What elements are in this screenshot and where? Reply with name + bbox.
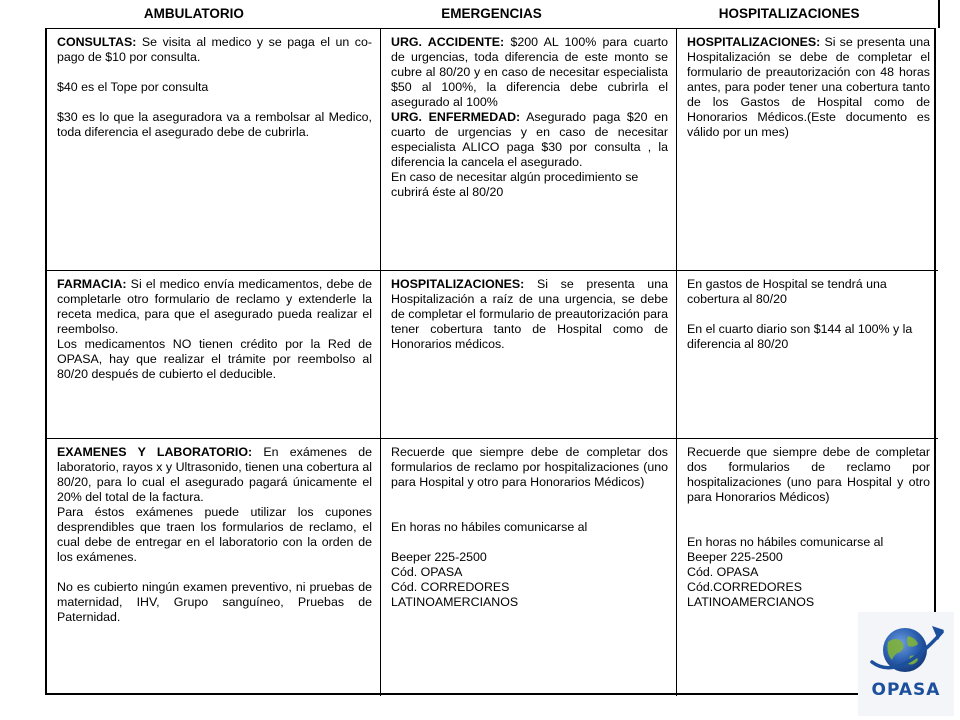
farmacia-label: FARMACIA: xyxy=(57,277,127,291)
farmacia-text: Si el medico envía medicamentos, debe de completarle otro formulario de reclamo y extenderle la receta medica, para que el asegurado pueda realizar el reembolso. xyxy=(57,277,372,336)
examenes-cupones: Para éstos exámenes puede utilizar los cupones desprendibles que traen los formularios de reclamo, el cual debe de entregar en el laboratorio con la orden de los exámenes. xyxy=(57,505,372,564)
examenes-text: En exámenes de laboratorio, rayos x y Ultrasonido, tienen una cobertura al 80/20, para lo cual el asegurado pagará únicamente el 20% del total de la factura. xyxy=(57,445,372,504)
coverage-table xyxy=(45,28,936,695)
cod-opasa-line: Cód. OPASA xyxy=(391,565,463,579)
consultas-reembolso: $30 es lo que la aseguradora va a rembolsar al Medico, toda diferencia el asegurado debe de cubrirla. xyxy=(57,110,372,139)
header-emergencias: EMERGENCIAS xyxy=(441,6,542,21)
globe-swoosh-icon xyxy=(858,612,954,684)
cuarto-diario-text: En el cuarto diario son $144 al 100% y la diferencia al 80/20 xyxy=(687,322,913,351)
latinoamericanos-line: LATINOAMERCIANOS xyxy=(391,595,519,609)
cell-consultas xyxy=(47,29,381,271)
urg-accidente-text: $200 AL 100% para cuarto de urgencias, toda diferencia de este monto se cubre al 80/20 y en caso de necesitar especialista $50 al 100%, la diferencia debe cubrirla el asegurado al 100% xyxy=(391,35,668,109)
horas-no-habiles: En horas no hábiles comunicarse al xyxy=(391,520,588,534)
cod-corredores-line: Cód.CORREDORES xyxy=(687,580,802,594)
recuerde-text: Recuerde que siempre debe de completar dos formularios de reclamo por hospitalizaciones (uno para Hospital y otro para Honorarios Médicos) xyxy=(391,445,668,489)
urg-enfermedad-text: Asegurado paga $20 en cuarto de urgencias y en caso de necesitar especialista ALICO paga $30 por consulta , la diferencia la cancela el asegurado. xyxy=(391,110,668,169)
cell-recuerde-emergencias xyxy=(381,439,677,696)
cell-farmacia xyxy=(47,271,381,439)
consultas-label: CONSULTAS: xyxy=(57,35,137,49)
opasa-logo xyxy=(858,612,954,716)
farmacia-medicamentos: Los medicamentos NO tienen crédito por la Red de OPASA, hay que realizar el trámite por reembolso al 80/20 después de cubierto el deducible. xyxy=(57,337,372,381)
examenes-no-cubierto: No es cubierto ningún examen preventivo, ni pruebas de maternidad, IHV, Grupo sanguíneo, Pruebas de Paternidad. xyxy=(57,580,372,624)
consultas-text: Se visita al medico y se paga el un co- pago de $10 por consulta. xyxy=(57,35,372,64)
logo-text: OPASA xyxy=(871,680,941,700)
recuerde-text: Recuerde que siempre debe de completar dos formularios de reclamo por hospitalizaciones (uno para Hospital y otro para Honorarios Médicos) xyxy=(687,445,930,504)
cell-examenes xyxy=(47,439,381,696)
gastos-hospital-text: En gastos de Hospital se tendrá una cobertura al 80/20 xyxy=(687,277,887,306)
examenes-label: EXAMENES Y LABORATORIO: xyxy=(57,445,253,459)
header-ambulatorio: AMBULATORIO xyxy=(143,6,244,21)
urg-procedimiento: En caso de necesitar algún procedimiento se cubrirá éste al 80/20 xyxy=(391,170,639,199)
header-hospitalizaciones: HOSPITALIZACIONES xyxy=(718,6,860,21)
hosp-text: Si se presenta una Hospitalización se debe de completar el formulario de preautorización con 48 horas antes, para poder tener una cobertura tanto de los Gastos de Hospital como de Honorarios Médicos.(Este documento es válido por un mes) xyxy=(687,35,930,139)
cell-urgencias xyxy=(381,29,677,271)
horas-no-habiles: En horas no hábiles comunicarse al xyxy=(687,535,884,549)
cell-hospitalizaciones xyxy=(677,29,938,271)
hosp-label: HOSPITALIZACIONES: xyxy=(687,35,821,49)
beeper-line: Beeper 225-2500 xyxy=(687,550,783,564)
urg-accidente-label: URG. ACCIDENTE: xyxy=(391,35,505,49)
consultas-tope: $40 es el Tope por consulta xyxy=(57,80,209,94)
latinoamericanos-line: LATINOAMERCIANOS xyxy=(687,595,815,609)
cod-opasa-line: Cód. OPASA xyxy=(687,565,759,579)
cod-corredores-line: Cód. CORREDORES xyxy=(391,580,510,594)
hosp-urgencia-label: HOSPITALIZACIONES: xyxy=(391,277,525,291)
hosp-urgencia-text: Si se presenta una Hospitalización a raíz de una urgencia, se debe de completar el formulario de preautorización para tener cobertura tanto de Hospital como de Honorarios médicos. xyxy=(391,277,668,351)
urg-enfermedad-label: URG. ENFERMEDAD: xyxy=(391,110,521,124)
cell-hosp-urgencia xyxy=(381,271,677,439)
table-header xyxy=(45,0,940,28)
cell-gastos-hospital xyxy=(677,271,938,439)
beeper-line: Beeper 225-2500 xyxy=(391,550,487,564)
